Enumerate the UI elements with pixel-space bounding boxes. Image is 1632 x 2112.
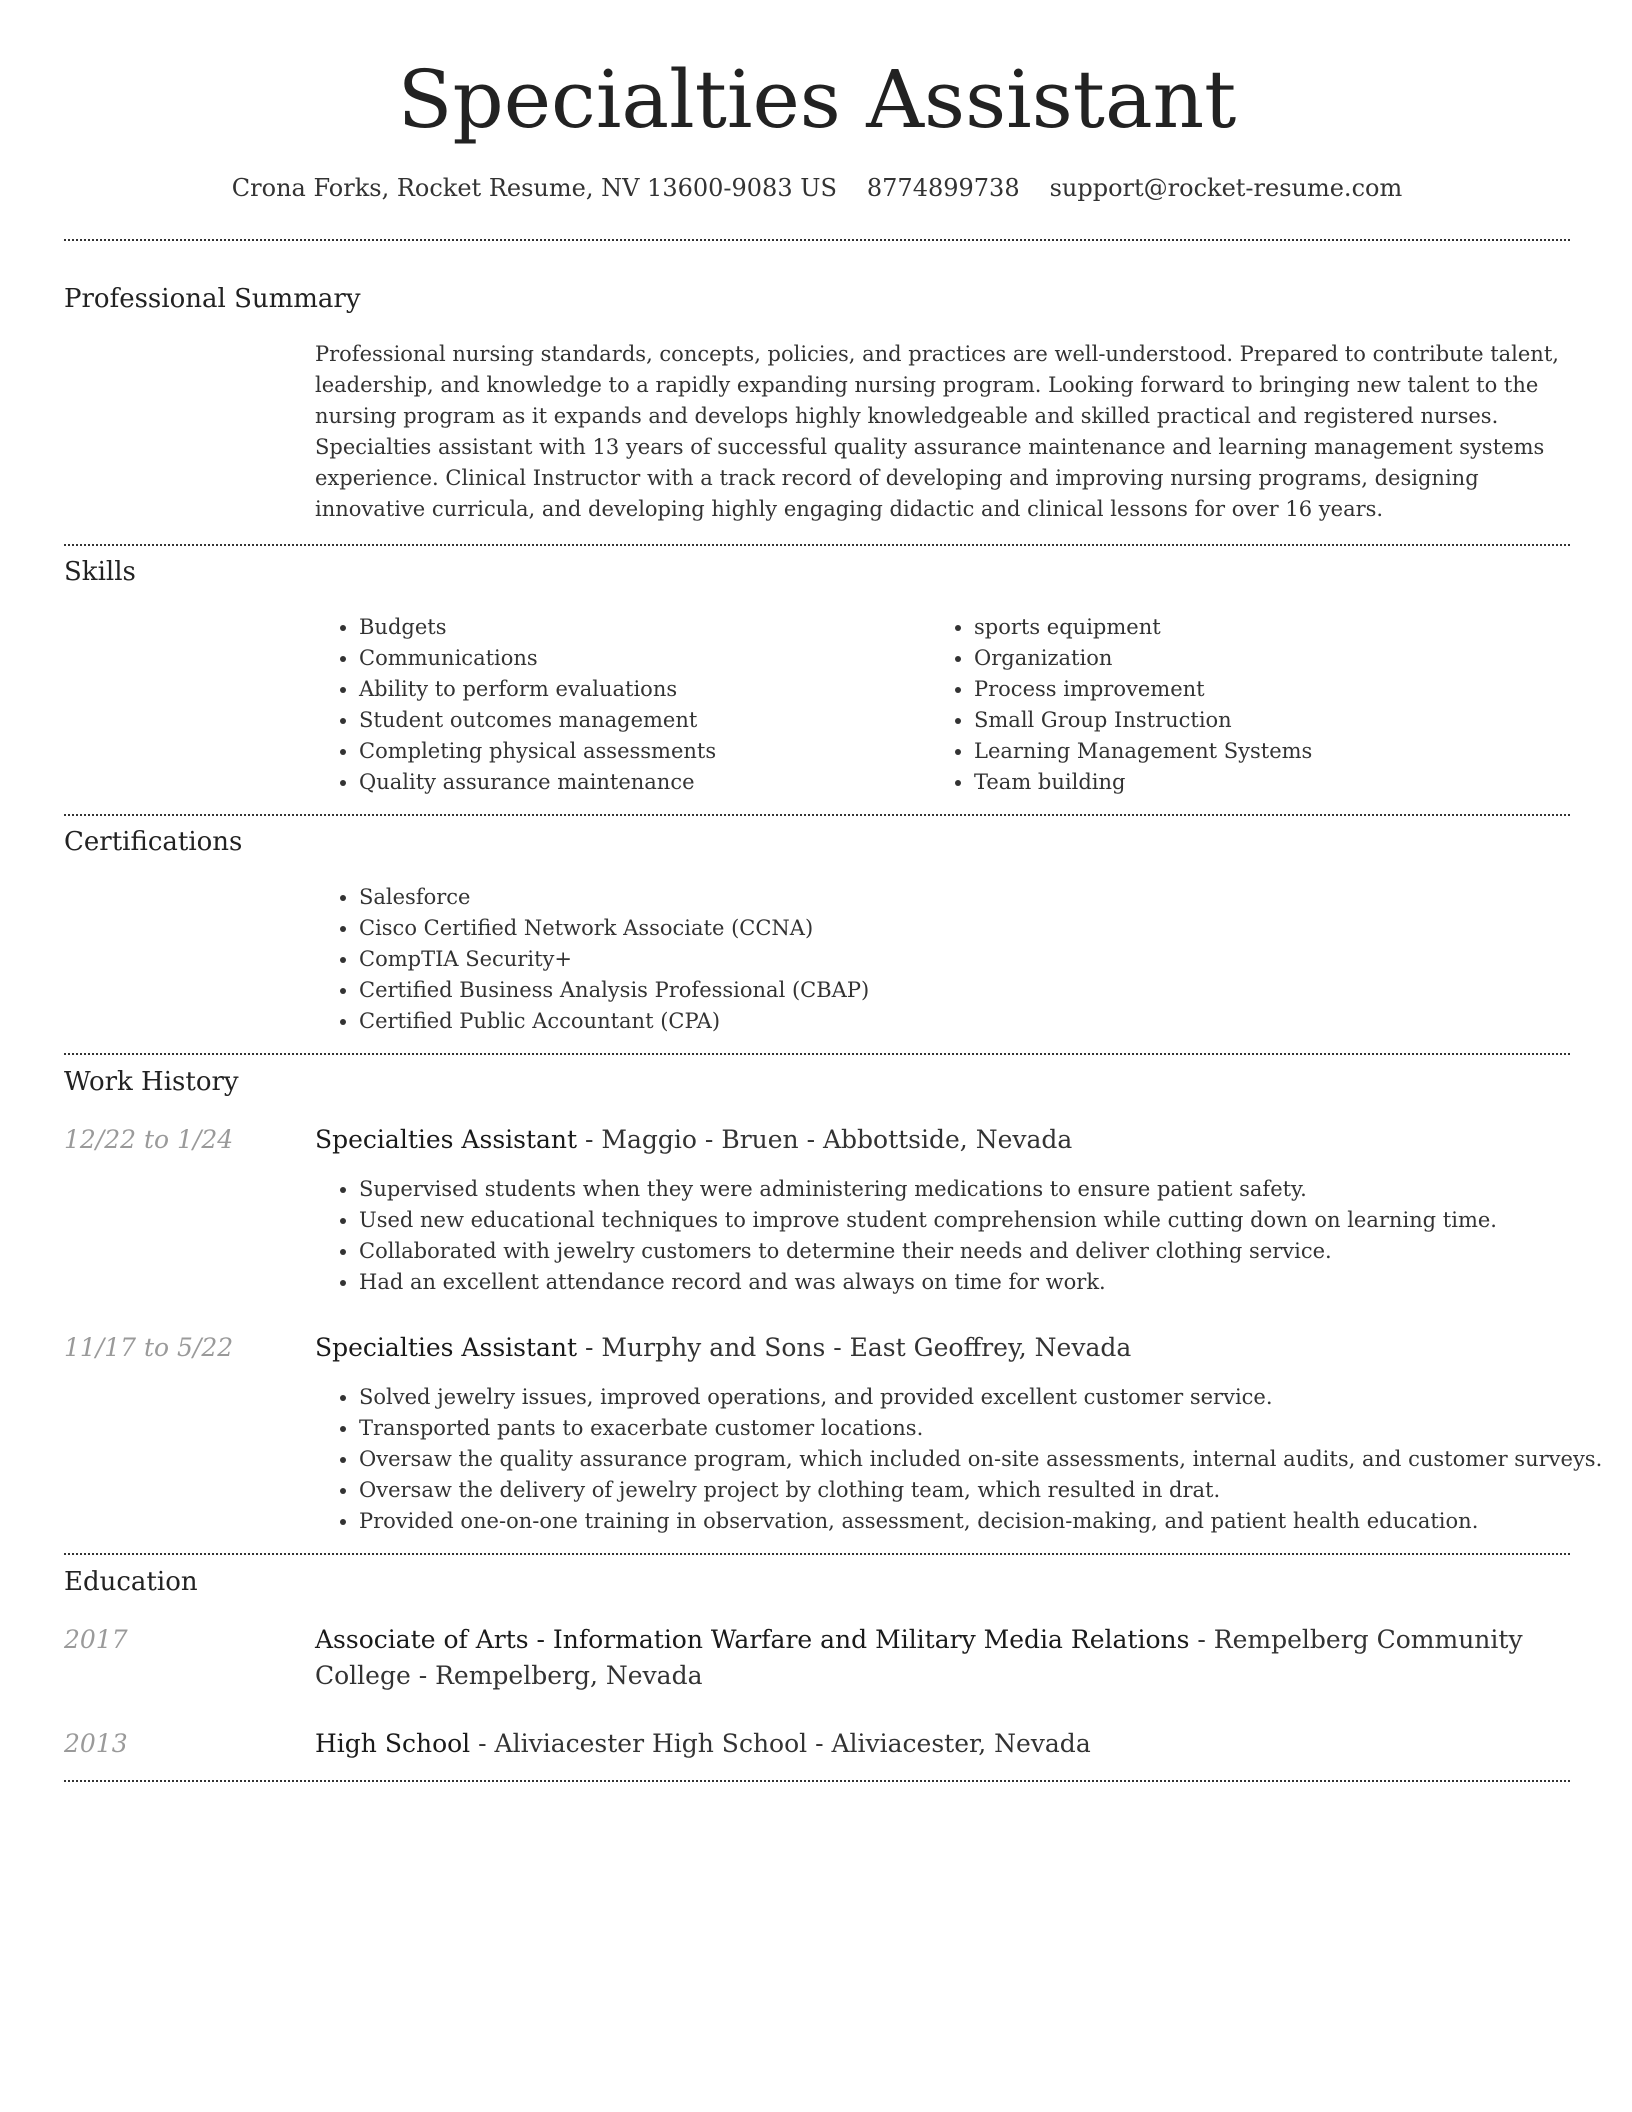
- job-employer: - Maggio - Bruen - Abbottside, Nevada: [577, 1125, 1073, 1154]
- job-bullet: • Used new educational techniques to improve student comprehension while cutting down on learning time.: [359, 1205, 1497, 1236]
- job-bullet: • Collaborated with jewelry customers to determine their needs and deliver clothing service.: [359, 1236, 1497, 1267]
- work-history-heading: Work History: [64, 1067, 239, 1097]
- job-bullets: [315, 1382, 1602, 1537]
- job-dates: 12/22 to 1/24: [64, 1125, 234, 1154]
- certifications-list: [315, 882, 869, 1037]
- skill-item: • Quality assurance maintenance: [359, 767, 716, 798]
- email: support@rocket-resume.com: [1049, 174, 1403, 202]
- education-entry: [315, 1622, 1570, 1694]
- skill-item: • Organization: [974, 643, 1312, 674]
- divider: [64, 1553, 1570, 1555]
- job-bullet: • Supervised students when they were administering medications to ensure patient safety.: [359, 1174, 1497, 1205]
- skills-list-left: [315, 612, 716, 798]
- skill-item: • Team building: [974, 767, 1312, 798]
- candidate-name: Specialties Assistant: [397, 53, 1237, 146]
- summary-heading: Professional Summary: [64, 284, 361, 314]
- skill-item: • sports equipment: [974, 612, 1312, 643]
- divider: [64, 239, 1570, 241]
- certification-item: • Certified Public Accountant (CPA): [359, 1006, 869, 1037]
- skills-list-right: [930, 612, 1312, 798]
- certification-item: • Certified Business Analysis Professional (CBAP): [359, 975, 869, 1006]
- education-school: - Rempelberg Community College - Rempelberg, Nevada: [315, 1625, 1523, 1690]
- job-bullets: [315, 1174, 1497, 1298]
- job-title: [315, 1122, 1570, 1158]
- education-degree: High School: [315, 1729, 471, 1758]
- job-employer: - Murphy and Sons - East Geoffrey, Nevada: [577, 1333, 1132, 1362]
- divider: [64, 1780, 1570, 1782]
- certification-item: • CompTIA Security+: [359, 944, 869, 975]
- job-bullet: • Solved jewelry issues, improved operations, and provided excellent customer service.: [359, 1382, 1602, 1413]
- skills-heading: Skills: [64, 557, 136, 587]
- education-year: 2017: [64, 1625, 128, 1654]
- phone: 8774899738: [866, 174, 1020, 202]
- certification-item: • Salesforce: [359, 882, 869, 913]
- skill-item: • Small Group Instruction: [974, 705, 1312, 736]
- skill-item: • Learning Management Systems: [974, 736, 1312, 767]
- divider: [64, 814, 1570, 816]
- certification-item: • Cisco Certified Network Associate (CCNA): [359, 913, 869, 944]
- education-heading: Education: [64, 1567, 198, 1597]
- skill-item: • Student outcomes management: [359, 705, 716, 736]
- education-school: - Aliviacester High School - Aliviacester, Nevada: [470, 1729, 1091, 1758]
- divider: [64, 1053, 1570, 1055]
- job-bullet: • Had an excellent attendance record and was always on time for work.: [359, 1267, 1497, 1298]
- job-title: [315, 1330, 1570, 1366]
- certifications-heading: Certifications: [64, 827, 243, 857]
- job-bullet: • Oversaw the quality assurance program, which included on-site assessments, internal audits, and customer surveys.: [359, 1444, 1602, 1475]
- job-bullet: • Oversaw the delivery of jewelry project by clothing team, which resulted in drat.: [359, 1475, 1602, 1506]
- skill-item: • Process improvement: [974, 674, 1312, 705]
- contact-line: [64, 170, 1570, 206]
- skill-item: • Completing physical assessments: [359, 736, 716, 767]
- job-bullet: • Provided one-on-one training in observation, assessment, decision-making, and patient health education.: [359, 1506, 1602, 1537]
- skill-item: • Budgets: [359, 612, 716, 643]
- divider: [64, 544, 1570, 546]
- job-dates: 11/17 to 5/22: [64, 1333, 234, 1362]
- education-entry: [315, 1726, 1570, 1762]
- job-role: Specialties Assistant: [315, 1125, 578, 1154]
- education-year: 2013: [64, 1729, 128, 1758]
- job-bullet: • Transported pants to exacerbate customer locations.: [359, 1413, 1602, 1444]
- education-degree: Associate of Arts - Information Warfare and Military Media Relations: [315, 1625, 1190, 1654]
- skill-item: • Ability to perform evaluations: [359, 674, 716, 705]
- job-role: Specialties Assistant: [315, 1333, 578, 1362]
- skill-item: • Communications: [359, 643, 716, 674]
- summary-text: Professional nursing standards, concepts, policies, and practices are well-understood. Prepared to contribute talent, leadership, and knowledge to a rapidly expanding nursing program. Looking forward to bringing new talent to the nursing program as it expands and develops highly knowledgeable and skilled practical and registered nurses. Specialties assistant with 13 years of successful quality assurance maintenance and learning management systems experience. Clinical Instructor with a track record of developing and improving nursing programs, designing innovative curricula, and developing highly engaging didactic and clinical lessons for over 16 years.: [315, 342, 1559, 521]
- address: Crona Forks, Rocket Resume, NV 13600-9083 US: [231, 174, 837, 202]
